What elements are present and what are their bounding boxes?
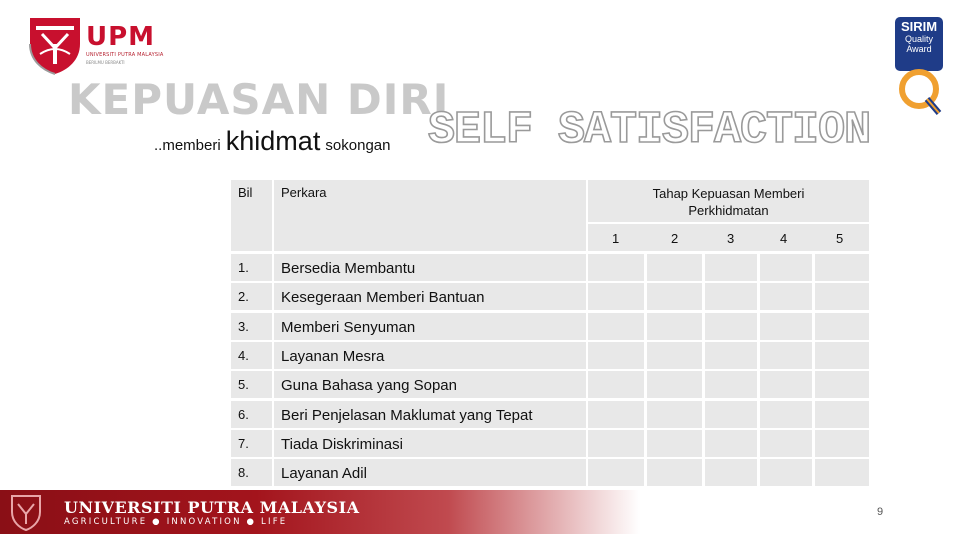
rating-cell-3[interactable] xyxy=(705,342,757,369)
row-perkara: Beri Penjelasan Maklumat yang Tepat xyxy=(281,407,533,424)
rating-cell-5[interactable] xyxy=(815,254,869,281)
rating-cell-4[interactable] xyxy=(760,459,812,486)
rating-cell-5[interactable] xyxy=(815,313,869,340)
row-bil: 3. xyxy=(238,319,249,334)
rating-cell-3[interactable] xyxy=(705,401,757,428)
row-bil: 5. xyxy=(238,377,249,392)
upm-subtitle: UNIVERSITI PUTRA MALAYSIA xyxy=(86,52,164,58)
page-number: 9 xyxy=(877,506,884,518)
rating-cell-2[interactable] xyxy=(647,371,702,398)
sirim-line3: Award xyxy=(906,44,932,54)
row-bil-cell xyxy=(231,254,272,281)
scale-label-2: 2 xyxy=(671,231,679,246)
row-perkara: Tiada Diskriminasi xyxy=(281,436,403,453)
rating-cell-5[interactable] xyxy=(815,430,869,457)
header-bil-cell xyxy=(231,180,272,251)
scale-label-5: 5 xyxy=(836,231,844,246)
rating-cell-3[interactable] xyxy=(705,254,757,281)
rating-cell-1[interactable] xyxy=(588,342,644,369)
tagline-suffix: sokongan xyxy=(325,137,391,154)
subtitle-tagline xyxy=(154,124,390,163)
sirim-logo xyxy=(895,17,943,99)
rating-cell-1[interactable] xyxy=(588,283,644,310)
rating-cell-4[interactable] xyxy=(760,254,812,281)
row-bil: 6. xyxy=(238,407,249,422)
rating-cell-2[interactable] xyxy=(647,430,702,457)
rating-cell-2[interactable] xyxy=(647,459,702,486)
row-bil-cell xyxy=(231,459,272,486)
rating-cell-5[interactable] xyxy=(815,401,869,428)
row-perkara: Guna Bahasa yang Sopan xyxy=(281,377,457,394)
row-perkara: Layanan Mesra xyxy=(281,348,385,365)
main-title: KEPUASAN DIRI xyxy=(68,75,450,124)
upm-shield-icon xyxy=(26,14,84,76)
row-bil-cell xyxy=(231,313,272,340)
rating-cell-3[interactable] xyxy=(705,371,757,398)
upm-wordmark: UPM xyxy=(86,22,156,52)
row-perkara-cell xyxy=(274,371,586,398)
rating-cell-4[interactable] xyxy=(760,401,812,428)
row-perkara-cell xyxy=(274,430,586,457)
rating-cell-3[interactable] xyxy=(705,313,757,340)
rating-cell-5[interactable] xyxy=(815,283,869,310)
scale-label-1: 1 xyxy=(612,231,620,246)
row-bil-cell xyxy=(231,342,272,369)
row-bil: 1. xyxy=(238,260,249,275)
rating-cell-5[interactable] xyxy=(815,342,869,369)
rating-cell-2[interactable] xyxy=(647,401,702,428)
footer-university: UNIVERSITI PUTRA MALAYSIA xyxy=(64,498,360,517)
english-title: SELF SATISFACTION xyxy=(428,105,871,156)
sirim-badge xyxy=(895,17,943,71)
upm-tagline: BERILMU BERBAKTI xyxy=(86,60,125,65)
row-bil-cell xyxy=(231,283,272,310)
rating-cell-2[interactable] xyxy=(647,342,702,369)
row-perkara: Layanan Adil xyxy=(281,465,367,482)
header-perkara-cell xyxy=(274,180,586,251)
row-bil-cell xyxy=(231,371,272,398)
row-perkara-cell xyxy=(274,342,586,369)
row-perkara: Bersedia Membantu xyxy=(281,260,416,277)
row-perkara-cell xyxy=(274,254,586,281)
upm-logo xyxy=(26,14,162,78)
rating-cell-5[interactable] xyxy=(815,371,869,398)
rating-cell-1[interactable] xyxy=(588,430,644,457)
row-bil: 4. xyxy=(238,348,249,363)
footer-banner xyxy=(0,490,640,534)
rating-cell-3[interactable] xyxy=(705,283,757,310)
sirim-line1: SIRIM xyxy=(900,19,938,34)
rating-cell-4[interactable] xyxy=(760,371,812,398)
rating-cell-1[interactable] xyxy=(588,371,644,398)
header-tahap-cell xyxy=(588,180,869,222)
rating-cell-4[interactable] xyxy=(760,342,812,369)
rating-cell-2[interactable] xyxy=(647,313,702,340)
row-bil-cell xyxy=(231,401,272,428)
row-bil: 7. xyxy=(238,436,249,451)
row-perkara: Kesegeraan Memberi Bantuan xyxy=(281,289,485,306)
row-bil: 8. xyxy=(238,465,249,480)
row-perkara-cell xyxy=(274,313,586,340)
rating-cell-4[interactable] xyxy=(760,283,812,310)
rating-cell-2[interactable] xyxy=(647,254,702,281)
scale-label-3: 3 xyxy=(727,231,735,246)
footer-motto: AGRICULTURE ● INNOVATION ● LIFE xyxy=(64,517,288,527)
header-bil: Bil xyxy=(238,185,253,200)
sirim-line2: Quality xyxy=(904,34,933,44)
row-perkara: Memberi Senyuman xyxy=(281,319,416,336)
rating-cell-1[interactable] xyxy=(588,401,644,428)
scale-label-4: 4 xyxy=(780,231,788,246)
row-perkara-cell xyxy=(274,401,586,428)
tagline-prefix: ..memberi xyxy=(154,137,221,154)
rating-cell-1[interactable] xyxy=(588,254,644,281)
row-perkara-cell xyxy=(274,283,586,310)
header-perkara: Perkara xyxy=(281,185,327,200)
rating-cell-2[interactable] xyxy=(647,283,702,310)
row-perkara-cell xyxy=(274,459,586,486)
rating-cell-5[interactable] xyxy=(815,459,869,486)
rating-cell-1[interactable] xyxy=(588,313,644,340)
rating-cell-4[interactable] xyxy=(760,430,812,457)
q-mark-icon xyxy=(897,67,943,117)
rating-cell-3[interactable] xyxy=(705,430,757,457)
rating-cell-3[interactable] xyxy=(705,459,757,486)
tagline-emphasis: khidmat xyxy=(225,126,321,156)
header-tahap: Tahap Kepuasan Memberi Perkhidmatan xyxy=(652,186,805,218)
row-bil: 2. xyxy=(238,289,249,304)
rating-cell-4[interactable] xyxy=(760,313,812,340)
upm-seal-icon xyxy=(4,492,48,532)
rating-cell-1[interactable] xyxy=(588,459,644,486)
row-bil-cell xyxy=(231,430,272,457)
